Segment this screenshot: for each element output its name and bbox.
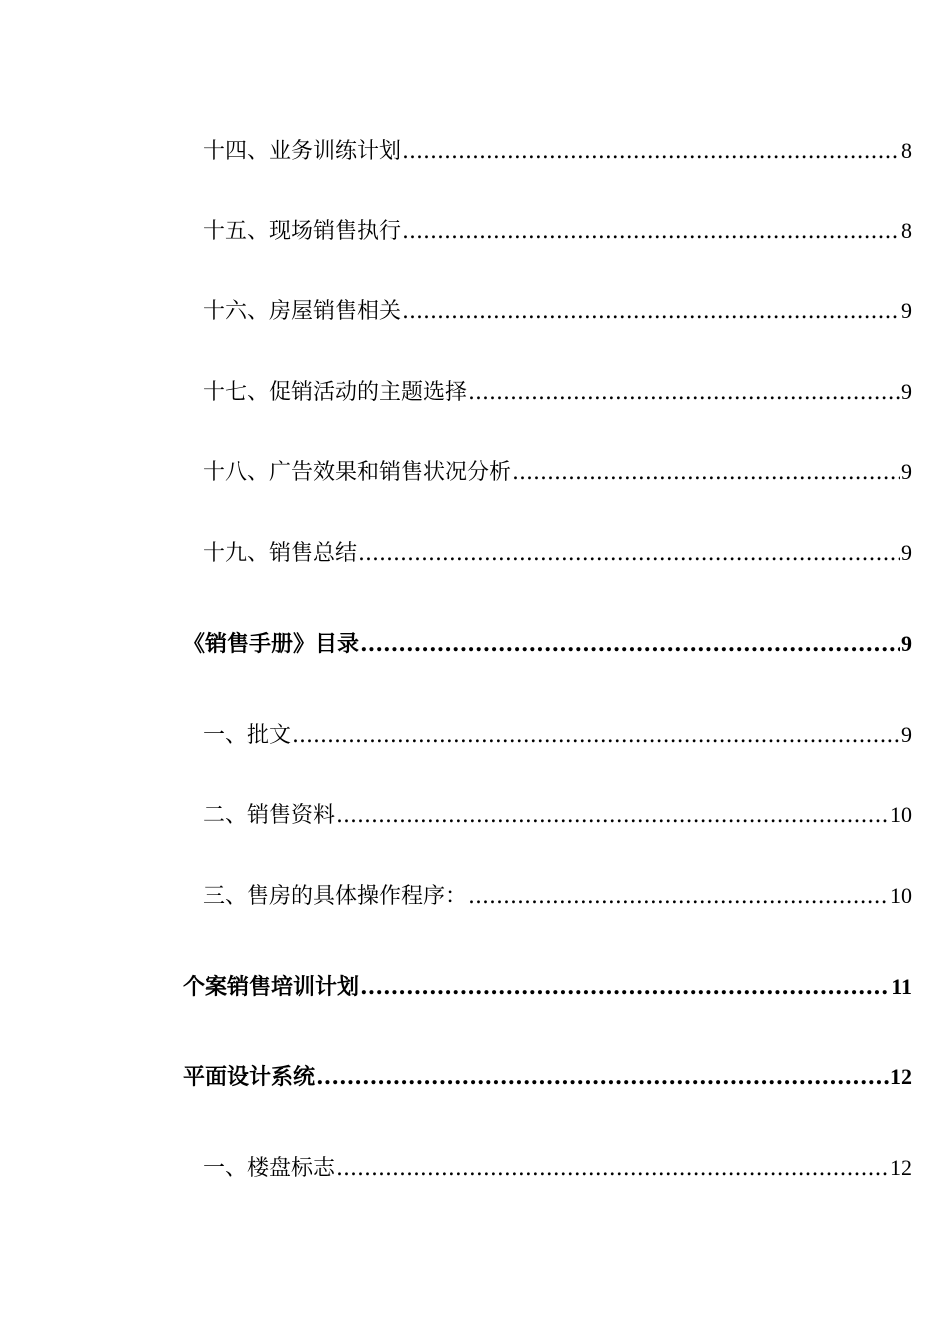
toc-dot-leader [336,801,889,831]
toc-page-number: 8 [901,138,912,163]
toc-dot-leader [292,721,900,751]
toc-section-entry[interactable] [183,972,912,1002]
toc-entry-title: 一、楼盘标志 [203,1156,336,1181]
toc-entry-title: 十八、广告效果和销售状况分析 [203,460,512,485]
toc-page-number: 9 [901,722,912,747]
toc-entry[interactable] [203,538,912,568]
toc-page-number: 9 [901,379,912,404]
toc-entry[interactable] [203,136,912,166]
toc-dot-leader [358,539,900,569]
toc-section-entry[interactable] [183,629,912,659]
toc-page-number: 12 [890,1155,912,1180]
toc-entry[interactable] [203,881,912,911]
toc-entry-title: 三、售房的具体操作程序： [203,884,468,909]
toc-section-title: 《销售手册》目录 [183,631,360,657]
toc-page-number: 8 [901,218,912,243]
toc-dot-leader [468,882,889,912]
toc-dot-leader [402,137,900,167]
toc-entry[interactable] [203,720,912,750]
toc-section-title: 个案销售培训计划 [183,974,360,1000]
toc-dot-leader [512,458,900,488]
toc-entry-title: 十九、销售总结 [203,541,358,566]
toc-entry-title: 十七、促销活动的主题选择 [203,380,468,405]
toc-dot-leader [360,629,900,659]
toc-dot-leader [402,297,900,327]
toc-entry-title: 二、销售资料 [203,803,336,828]
toc-entry[interactable] [203,216,912,246]
toc-page-number: 10 [890,802,912,827]
toc-page-number: 11 [891,974,912,999]
toc-entry[interactable] [203,377,912,407]
toc-entry[interactable] [203,296,912,326]
toc-dot-leader [360,972,890,1002]
toc-dot-leader [402,217,900,247]
toc-entry-title: 十六、房屋销售相关 [203,299,402,324]
toc-page-number: 12 [890,1064,912,1089]
toc-entry[interactable] [203,800,912,830]
toc-page-number: 9 [901,540,912,565]
toc-entry-title: 一、批文 [203,723,292,748]
toc-dot-leader [316,1062,889,1092]
toc-page-number: 9 [901,298,912,323]
toc-entry-title: 十四、业务训练计划 [203,139,402,164]
toc-page-number: 10 [890,883,912,908]
toc-entry[interactable] [203,457,912,487]
toc-page-number: 9 [901,459,912,484]
toc-section-title: 平面设计系统 [183,1064,316,1090]
toc-dot-leader [336,1154,889,1184]
toc-dot-leader [468,378,900,408]
toc-section-entry[interactable] [183,1062,912,1092]
toc-entry[interactable] [203,1153,912,1183]
toc-page-number: 9 [901,631,912,656]
toc-entry-title: 十五、现场销售执行 [203,219,402,244]
